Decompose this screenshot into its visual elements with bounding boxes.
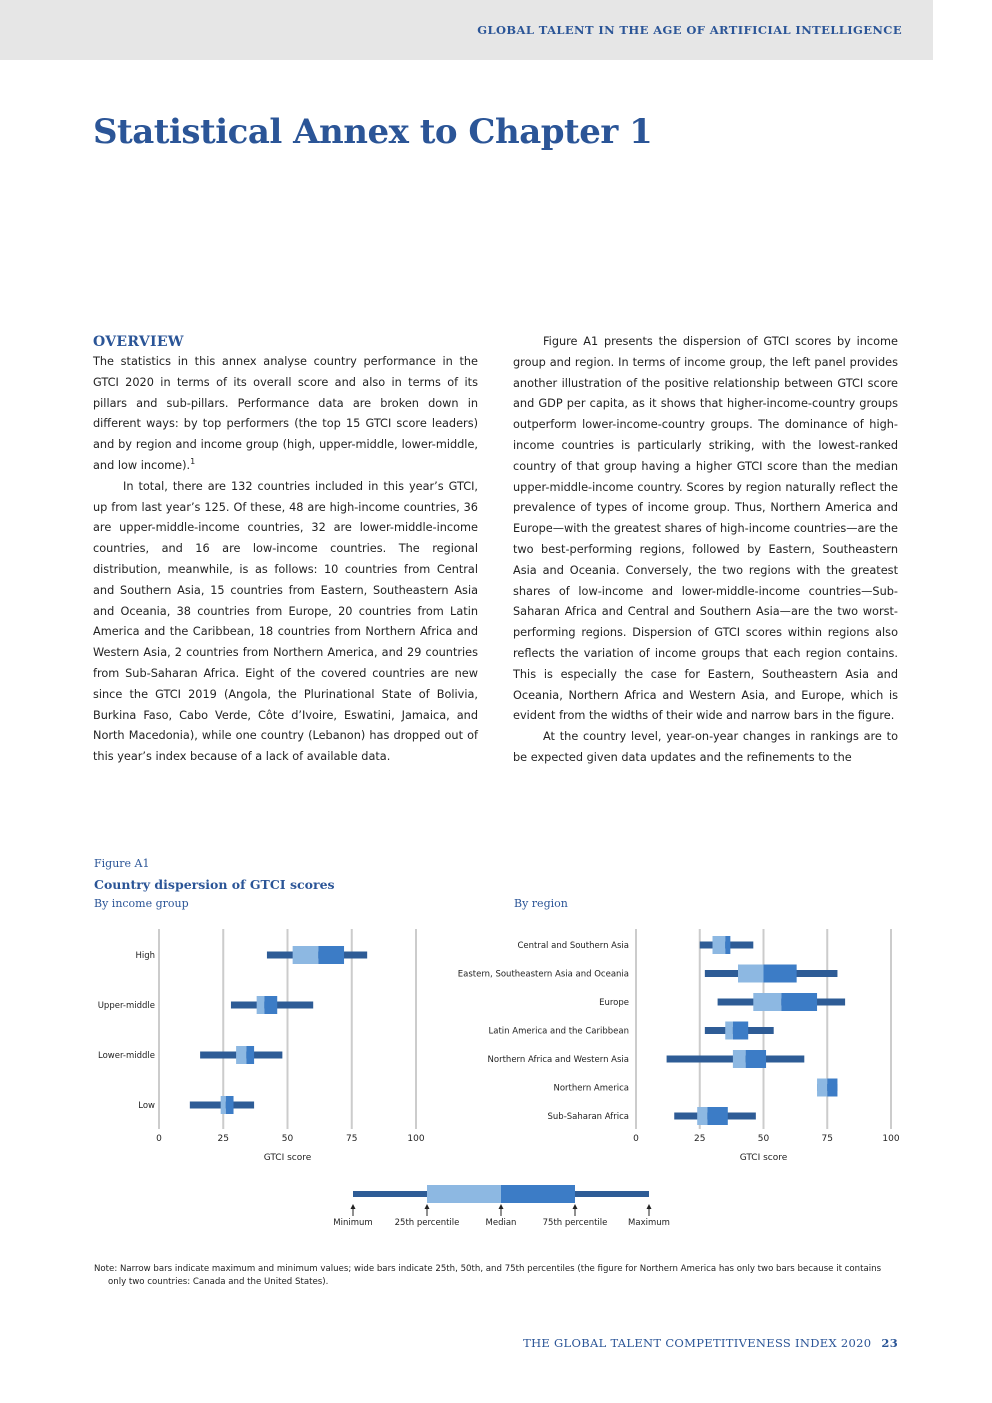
overview-paragraph-1-text: The statistics in this annex analyse country performance in the GTCI 2020 in terms of its overall score and also in terms of its pillars and sub-pillars. Performance data are broken down in different ways: by top performers (the top 15 GTCI score leaders) and by region and income group (high, upper-middle, lower-middle, and low income). [93,355,478,472]
upper-quartile-box [764,965,797,983]
category-label: Low [138,1101,155,1111]
legend-arrow-icon [499,1204,504,1209]
x-tick-label: 50 [757,1134,770,1144]
overview-paragraph-4: At the country level, year-on-year changes in rankings are to be expected given data updates and the refinements to the [513,730,898,764]
category-label: Europe [599,998,629,1008]
category-label: Sub-Saharan Africa [547,1112,629,1122]
lower-quartile-box [713,936,726,954]
footnote-marker: 1 [190,457,196,467]
x-tick-label: 50 [281,1134,294,1144]
upper-quartile-box [246,1046,254,1064]
x-axis-label: GTCI score [263,1153,312,1163]
figure-note-text: Note: Narrow bars indicate maximum and minimum values; wide bars indicate 25th, 50th, and 75th percentiles (the figure for Northern America has only two bars because it contains only two countries: Canada and the United States). [94,1264,882,1287]
category-label: Eastern, Southeastern Asia and Oceania [457,969,629,980]
lower-quartile-box [293,946,319,964]
legend-label: 75th percentile [542,1218,608,1228]
legend-lower-box [427,1185,501,1203]
lower-quartile-box [236,1046,246,1064]
upper-quartile-box [746,1050,766,1068]
x-tick-label: 25 [694,1134,706,1144]
overview-paragraph-3: Figure A1 presents the dispersion of GTCI scores by income group and region. In terms of income group, the left panel provides another illustration of the positive relationship between GTCI score and GDP per capita, as it shows that higher-income-country groups outperform lower-income-country groups. The dominance of high-income countries is particularly striking, with the lowest-ranked country of that group having a higher GTCI score than the median upper-middle-income country. Scores by region naturally reflect the prevalence of types of income group. Thus, Northern America and Europe—with the greatest shares of high-income countries—are the two best-performing regions, followed by Eastern, Southeastern Asia and Oceania. Conversely, the two regions with the greatest shares of low-income and lower-middle-income countries—Sub-Saharan Africa and Central and Southern Asia—are the two worst-performing regions. Dispersion of GTCI scores within regions also reflects the variation of income groups that each region contains. This is especially the case for Eastern, Southeastern Asia and Oceania, Northern Africa and Western Asia, and Europe, which is evident from the widths of their wide and narrow bars in the figure. [513,335,898,723]
category-label: Northern America [553,1083,629,1094]
upper-quartile-box [264,996,277,1014]
x-axis-label: GTCI score [739,1153,788,1163]
overview-paragraph-2: In total, there are 132 countries included in this year’s GTCI, up from last year’s 125. Of these, 48 are high-income countries, 36 are upper-middle-income countries, 32 are lower-middle-income countries, and 16 are low-income countries. The regional distribution, meanwhile, is as follows: 10 countries from Central and Southern Asia, 15 countries from Eastern, Southeastern Asia and Oceania, 38 countries from Europe, 20 countries from Latin America and the Caribbean, 18 countries from Northern Africa and Western Asia, 2 countries from Northern America, and 29 countries from Sub-Saharan Africa. Eight of the covered countries are new since the GTCI 2019 (Angola, the Plurinational State of Bolivia, Burkina Faso, Cabo Verde, Côte d’Ivoire, Eswatini, Jamaica, and North Macedonia), while one country (Lebanon) has dropped out of this year’s index because of a lack of available data. [93,479,478,764]
category-label: Upper-middle [97,1001,155,1011]
category-label: Latin America and the Caribbean [488,1026,629,1037]
x-tick-label: 75 [346,1134,358,1144]
figure-title: Country dispersion of GTCI scores [94,877,335,892]
page-number: 23 [881,1336,898,1350]
lower-quartile-box [733,1050,746,1068]
lower-quartile-box [697,1107,707,1125]
lower-quartile-box [257,996,265,1014]
x-tick-label: 0 [633,1134,639,1144]
overview-heading: OVERVIEW [93,334,184,350]
x-tick-label: 100 [407,1134,425,1144]
legend-label: Minimum [333,1218,373,1228]
panel-label-income: By income group [94,897,189,910]
lower-quartile-box [753,993,781,1011]
legend-arrow-icon [351,1204,356,1209]
legend-arrow-icon [647,1204,652,1209]
upper-quartile-box [781,993,817,1011]
legend-arrow-icon [573,1204,578,1209]
legend-label: Maximum [628,1218,670,1228]
figure-note [94,1263,899,1289]
panel-label-region: By region [514,897,568,910]
legend-label: 25th percentile [394,1218,460,1228]
legend-upper-box [501,1185,575,1203]
upper-quartile-box [226,1096,234,1114]
lower-value-box [817,1079,827,1097]
category-label: Central and Southern Asia [517,941,629,951]
x-tick-label: 0 [156,1134,162,1144]
page-footer [523,1336,898,1350]
running-head: GLOBAL TALENT IN THE AGE OF ARTIFICIAL INTELLIGENCE [477,23,902,37]
upper-quartile-box [318,946,344,964]
lower-quartile-box [221,1096,226,1114]
category-label: High [135,951,155,961]
legend-arrow-icon [425,1204,430,1209]
footer-title: THE GLOBAL TALENT COMPETITIVENESS INDEX 2020 [523,1336,872,1350]
lower-quartile-box [725,1022,733,1040]
figure-label: Figure A1 [94,857,150,870]
category-label: Northern Africa and Western Asia [487,1055,629,1065]
x-tick-label: 100 [882,1134,900,1144]
upper-quartile-box [725,936,730,954]
lower-quartile-box [738,965,764,983]
upper-quartile-box [707,1107,727,1125]
x-tick-label: 25 [217,1134,229,1144]
chapter-title: Statistical Annex to Chapter 1 [93,112,653,152]
upper-value-box [827,1079,837,1097]
x-tick-label: 75 [821,1134,833,1144]
category-label: Lower-middle [97,1051,155,1061]
upper-quartile-box [733,1022,748,1040]
legend-label: Median [485,1218,517,1228]
